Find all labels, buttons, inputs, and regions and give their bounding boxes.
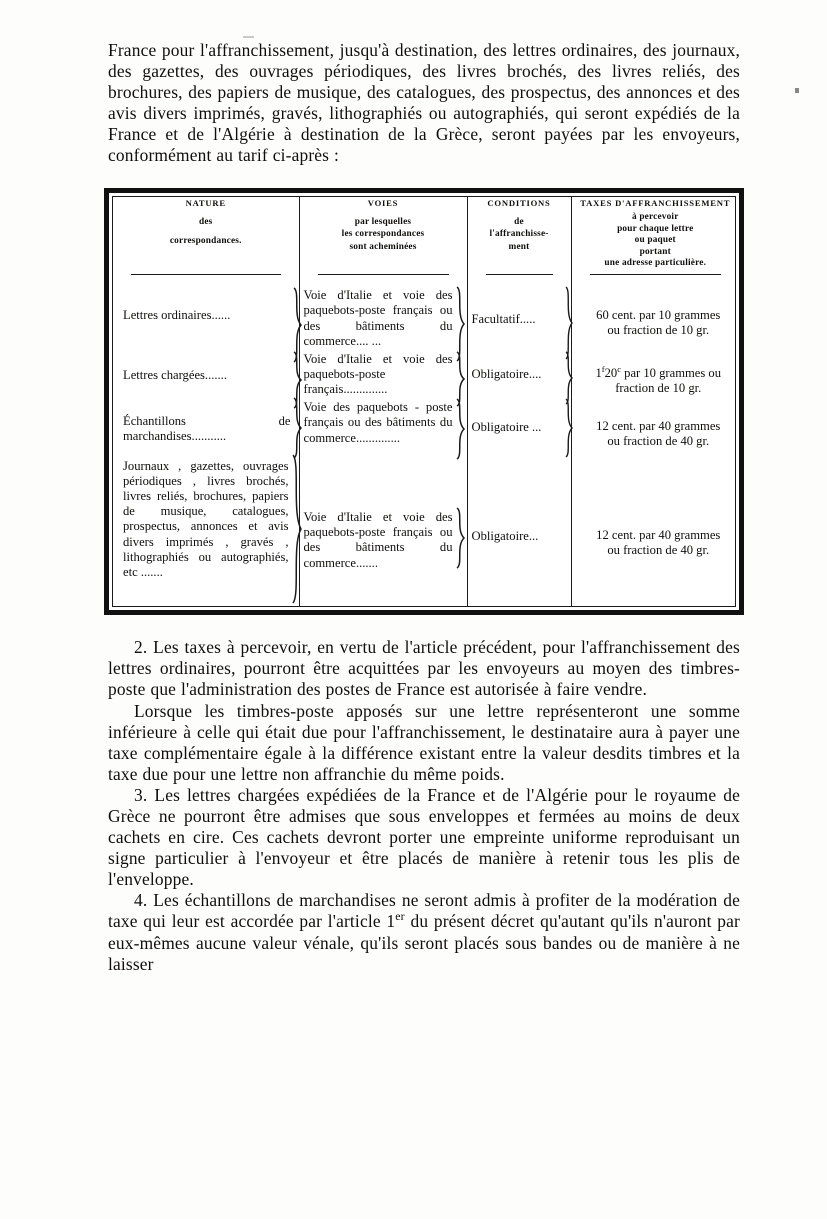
article-3-number: 3. (134, 784, 148, 805)
cell-taxe (571, 350, 739, 398)
cell-taxe-line-2: fraction de 10 gr. (615, 380, 702, 395)
column-header-taxes-line-3: ou paquet (634, 235, 676, 246)
column-header-nature-line-1: des (199, 216, 213, 227)
cell-condition (467, 350, 571, 398)
cell-nature-text: Échantillons de marchandises........... (123, 413, 291, 444)
table-row (113, 350, 739, 398)
cell-condition (467, 453, 571, 595)
cell-taxe-line-1 (578, 363, 740, 381)
taxe-rate-text: par 10 grammes ou (621, 365, 722, 380)
column-header-voies-caption: VOIES (367, 197, 399, 208)
brace-icon (292, 396, 304, 460)
page-content (108, 40, 740, 975)
scan-speck (795, 88, 799, 93)
column-header-conditions-line-2: l'affranchisse- (489, 229, 549, 240)
column-header-conditions (467, 197, 571, 270)
tariff-table-frame (104, 188, 744, 616)
brace-icon (455, 397, 467, 461)
column-header-conditions-line-1: de (514, 216, 524, 227)
tariff-table-head (113, 197, 739, 275)
scan-speck (243, 36, 254, 38)
article-2-continuation-paragraph: Lorsque les timbres-poste apposés sur une lettre représenteront une somme inférieure à celle qui était due pour l'affranchissement, le destinataire aura à payer une taxe complémentaire égale à la différence existant entre la valeur desdits timbres et la taxe due pour une lettre non affranchie du même poids. (108, 700, 740, 784)
taxe-centimes-unit: c (617, 363, 621, 374)
taxe-francs-unit: f (601, 363, 605, 374)
column-header-voies-line-1: par lesquelles (354, 216, 412, 227)
column-header-nature-caption: NATURE (185, 197, 226, 208)
article-ordinal-suffix: er (395, 909, 405, 924)
cell-taxe-line-1: 12 cent. par 40 grammes (596, 418, 721, 433)
column-header-taxes-line-4: portant (639, 246, 671, 257)
table-row (113, 453, 739, 595)
column-header-conditions-line-3: ment (508, 241, 530, 252)
cell-nature (113, 398, 299, 453)
cell-voies-text: Voie d'Italie et voie des paquebots-poste français ou des bâtiments du commerce....... (303, 509, 453, 570)
cell-voies (299, 453, 467, 595)
article-2-text: Les taxes à percevoir, en vertu de l'article précédent, pour l'affranchissement des lettres ordinaires, pourront être acquittées par les envoyeurs au moyen des timbres-poste que l'administration des postes de France est autorisée à faire vendre. (108, 637, 740, 700)
column-header-voies (299, 197, 467, 270)
taxe-centimes-value: 20 (604, 365, 618, 380)
column-header-taxes (571, 197, 739, 270)
article-4-number: 4. (134, 890, 148, 911)
brace-icon (291, 453, 304, 605)
cell-taxe (571, 284, 739, 350)
cell-taxe (571, 398, 739, 453)
body-bottom-spacer (113, 594, 739, 606)
column-header-conditions-caption: CONDITIONS (487, 197, 551, 208)
column-header-taxes-line-2: pour chaque lettre (617, 223, 694, 234)
brace-icon (455, 506, 467, 570)
cell-condition-text: Obligatoire ... (471, 419, 542, 434)
tariff-table-body (113, 275, 739, 606)
cell-condition (467, 284, 571, 350)
article-2-paragraph (108, 637, 740, 700)
cell-condition (467, 398, 571, 453)
cell-nature-text: Lettres chargées....... (123, 367, 227, 382)
column-header-taxes-caption: TAXES D'AFFRANCHISSEMENT (580, 197, 731, 208)
cell-voies (299, 350, 467, 398)
column-header-nature (113, 197, 299, 270)
cell-taxe-line-1: 60 cent. par 10 grammes (596, 307, 721, 322)
cell-taxe-line-1: 12 cent. par 40 grammes (596, 527, 721, 542)
cell-condition-text: Obligatoire.... (471, 366, 542, 381)
cell-voies-text: Voie d'Italie et voie des paquebots-poste français.............. (303, 351, 453, 397)
cell-voies (299, 398, 467, 453)
column-header-voies-line-2: les correspondances (341, 229, 425, 240)
cell-nature (113, 350, 299, 398)
brace-icon (564, 397, 574, 459)
cell-condition-text: Obligatoire... (471, 528, 539, 543)
article-3-text: Les lettres chargées expédiées de la France et de l'Algérie pour le royaume de Grèce ne pourront être admises que sous enveloppes et fermées au moins de deux cachets en cire. Ces cachets devront porter une empreinte uniforme reproduisant un signe particulier à l'envoyeur et être placés de manière à retenir tous les plis de l'enveloppe. (108, 784, 741, 890)
article-4-paragraph (108, 890, 740, 974)
intro-paragraph: France pour l'affranchissement, jusqu'à destination, des lettres ordinaires, des journaux, des gazettes, des ouvrages périodiques, des livres brochés, des livres reliés, des brochures, des papiers de musique, des catalogues, des prospectus, des annonces et des avis divers imprimés, gravés, lithographiés ou autographiés, qui seront expédiés de la France et de l'Algérie à destination de la Grèce, seront payées par les envoyeurs, conformément au tarif ci-après : (108, 40, 740, 166)
column-header-taxes-line-5: une adresse particulière. (604, 258, 707, 269)
cell-nature (113, 284, 299, 350)
cell-taxe-line-2: ou fraction de 10 gr. (607, 323, 710, 338)
article-3-paragraph (108, 785, 740, 890)
table-row (113, 284, 739, 350)
cell-voies-text: Voie d'Italie et voie des paquebots-poste français ou des bâtiments du commerce.... ... (303, 287, 453, 349)
cell-nature (113, 453, 299, 595)
cell-taxe (571, 453, 739, 595)
cell-condition-text: Facultatif..... (471, 311, 536, 326)
article-2-number: 2. (134, 637, 148, 658)
column-header-voies-line-3: sont acheminées (349, 241, 417, 252)
cell-taxe-line-2: ou fraction de 40 gr. (607, 543, 710, 557)
tariff-table (113, 197, 739, 607)
cell-nature-text: Lettres ordinaires...... (123, 307, 231, 322)
cell-voies-text: Voie des paquebots - poste français ou des bâtiments du commerce.............. (303, 399, 453, 445)
article-4-text-before: Les échantillons de marchandises ne seront admis à profiter de la modération de taxe qui leur est accordée par l'article 1 (108, 890, 740, 932)
taxe-francs-value: 1 (595, 365, 602, 380)
cell-nature-text: Journaux , gazettes, ouvrages périodiques , livres brochés, livres reliés, brochures, papiers de musique, catalogues, prospectus, annonces et avis divers imprimés , gravés , lithographiés ou autographiés, etc ....... (123, 458, 289, 580)
body-top-spacer (113, 275, 739, 284)
table-row (113, 398, 739, 453)
cell-taxe-line-2: ou fraction de 40 gr. (607, 434, 710, 449)
column-header-nature-line-2: correspondances. (169, 236, 242, 247)
column-header-taxes-line-1: à percevoir (631, 211, 679, 222)
cell-voies (299, 284, 467, 350)
article-4-text-after: du présent décret qu'autant qu'ils n'auront par eux-mêmes aucune valeur vénale, qu'ils seront placés sous bandes ou de manière à ne laisser (108, 911, 740, 974)
